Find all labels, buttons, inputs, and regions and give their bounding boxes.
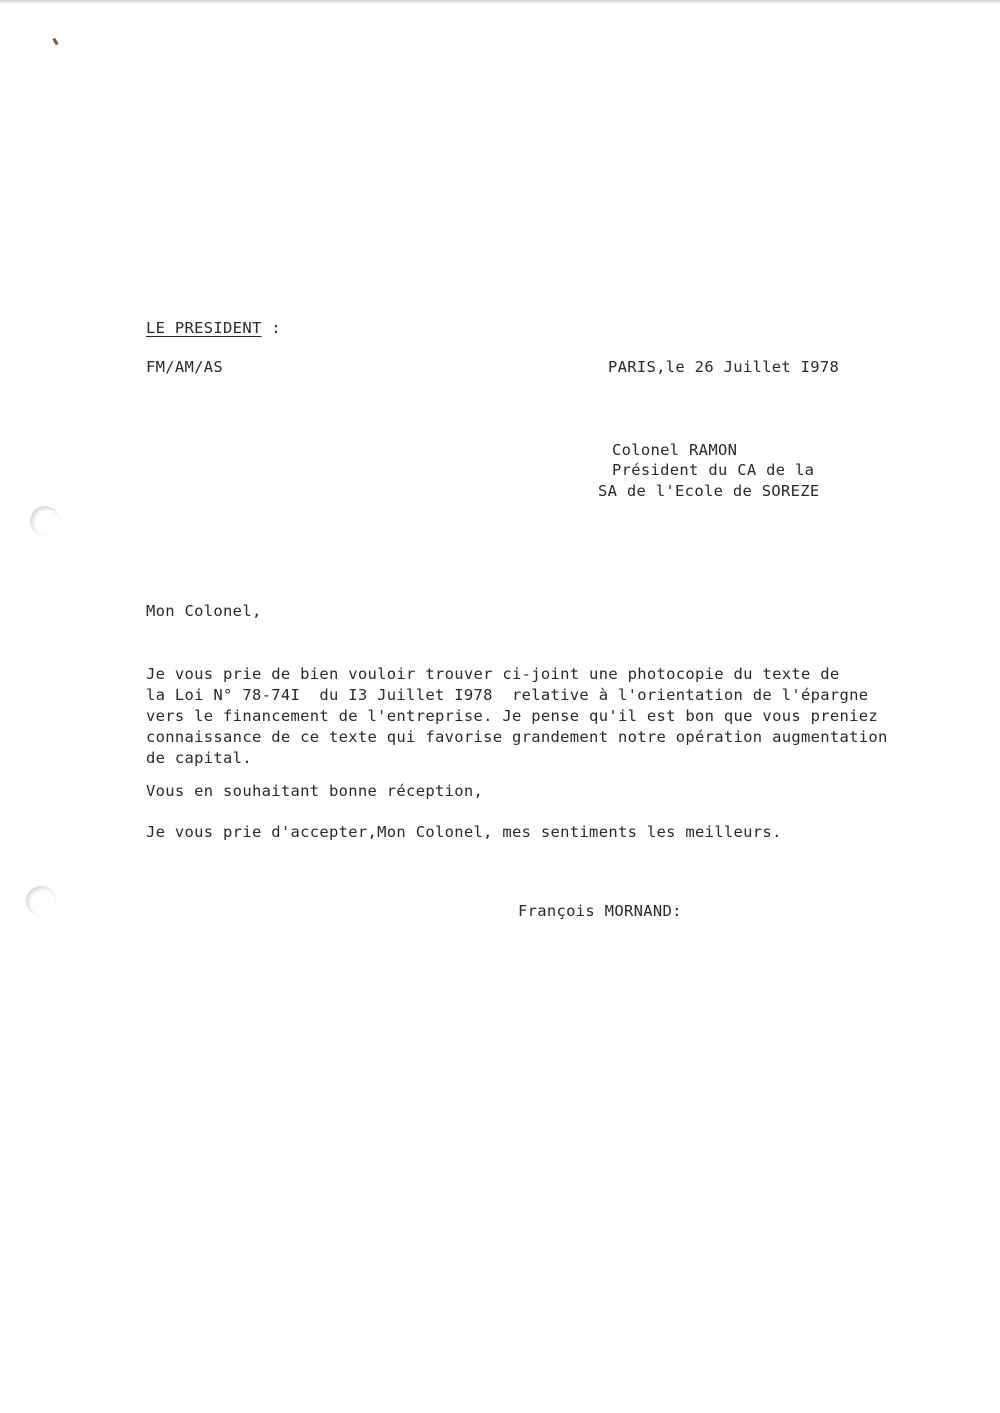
reference-code: FM/AM/AS: [146, 358, 224, 376]
body-line: la Loi N° 78-74I du I3 Juillet I978 relative à l'orientation de l'épargne: [146, 686, 869, 704]
ink-mark: [52, 38, 58, 46]
salutation: Mon Colonel,: [146, 602, 262, 620]
heading-title: LE PRESIDENT: [146, 319, 262, 337]
recipient-line-1: Colonel RAMON: [612, 441, 738, 459]
signature-name: François MORNAND:: [518, 902, 682, 920]
body-line: connaissance de ce texte qui favorise grandement notre opération augmentation: [146, 728, 888, 746]
letter-body: [146, 664, 946, 769]
body-line: Je vous prie de bien vouloir trouver ci-joint une photocopie du texte de: [146, 665, 840, 683]
recipient-line-3: SA de l'Ecole de SOREZE: [598, 482, 820, 500]
closing-wishes: Vous en souhaitant bonne réception,: [146, 782, 484, 800]
body-line: de capital.: [146, 749, 252, 767]
page-top-edge: [0, 0, 1000, 4]
body-line: vers le financement de l'entreprise. Je pense qu'il est bon que vous preniez: [146, 707, 879, 725]
place-date: PARIS,le 26 Juillet I978: [608, 358, 840, 376]
punch-hole-lower: [26, 886, 56, 916]
letter-heading: [146, 318, 281, 338]
closing-formula: Je vous prie d'accepter,Mon Colonel, mes sentiments les meilleurs.: [146, 823, 782, 841]
heading-colon: :: [261, 319, 281, 337]
recipient-line-2: Président du CA de la: [612, 461, 815, 479]
punch-hole-upper: [30, 506, 60, 536]
